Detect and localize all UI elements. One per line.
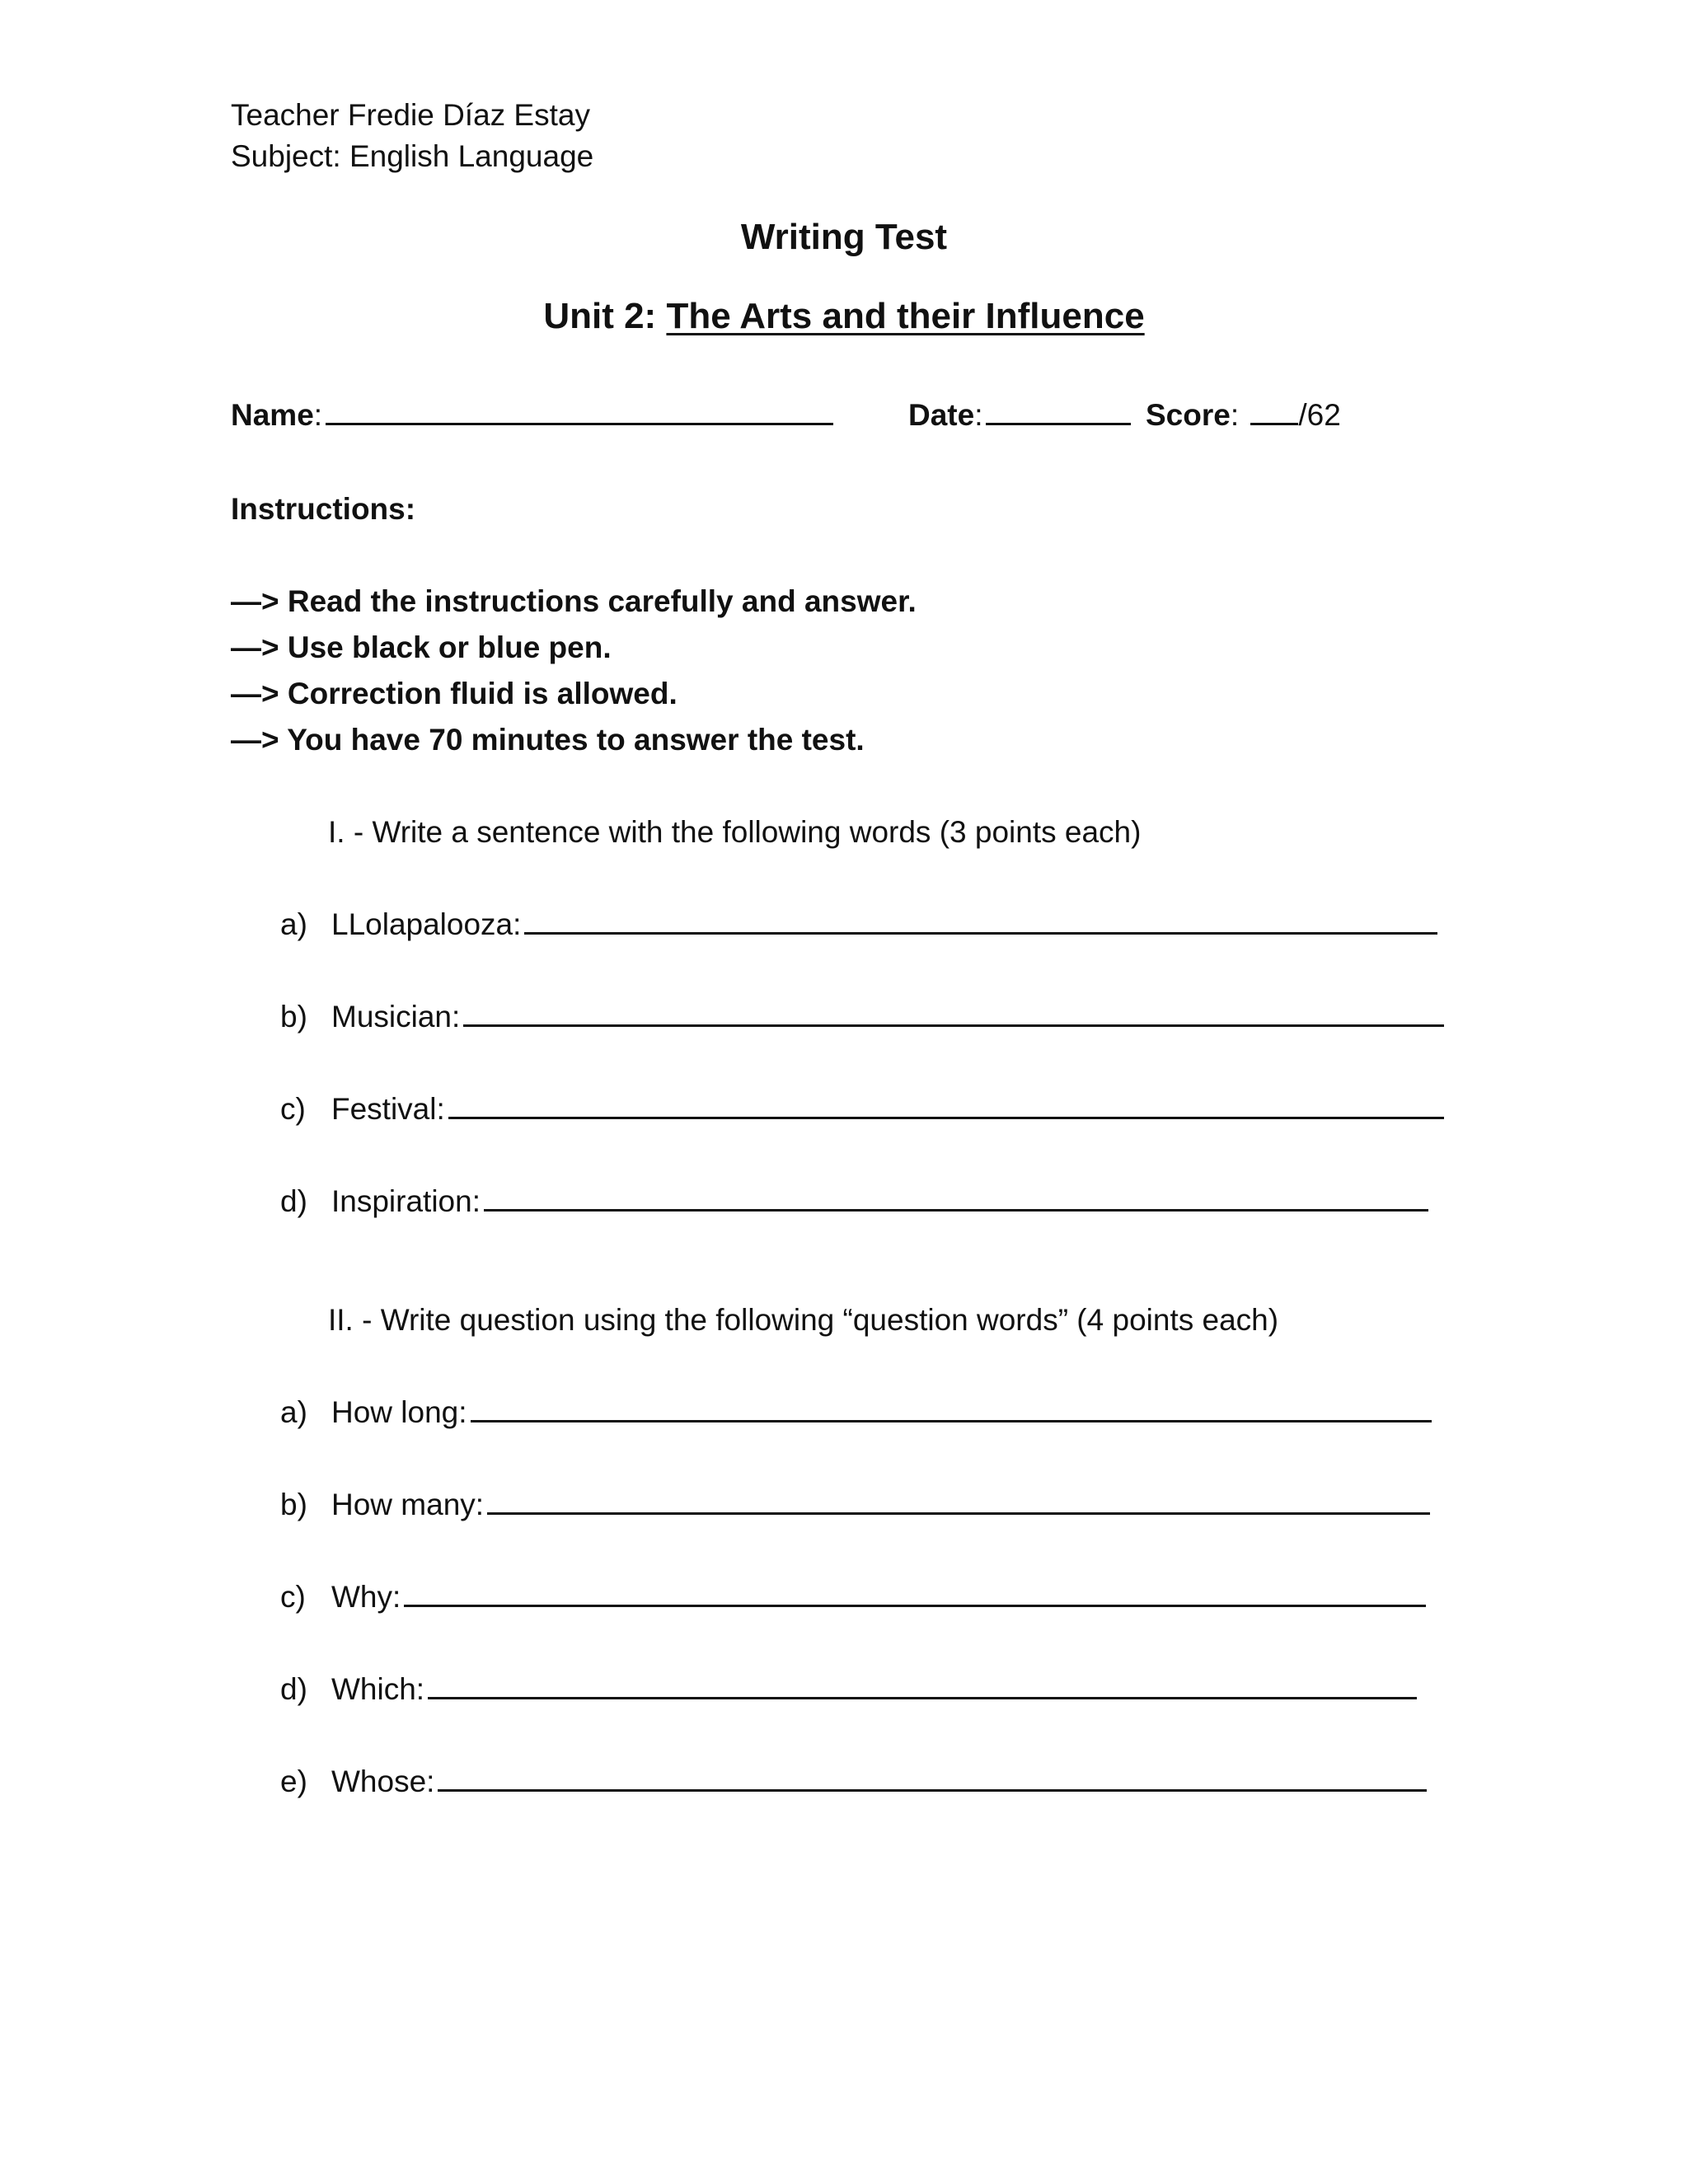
section1-item: [280, 999, 1444, 1035]
date-label: Date: [908, 398, 975, 432]
item-letter: b): [280, 1488, 307, 1521]
item-letter: c): [280, 1580, 306, 1614]
item-label: Inspiration:: [331, 1184, 481, 1218]
item-letter: d): [280, 1672, 307, 1706]
score-blank[interactable]: [1250, 422, 1298, 425]
section1-heading: I. - Write a sentence with the following words (3 points each): [328, 815, 1142, 849]
teacher-name: Teacher Fredie Díaz Estay: [231, 98, 590, 132]
date-blank[interactable]: [986, 422, 1131, 425]
item-letter: a): [280, 1395, 307, 1429]
item-label: How many:: [331, 1488, 485, 1521]
answer-line[interactable]: [438, 1788, 1427, 1792]
section2-item: [280, 1394, 1432, 1431]
section2-heading: II. - Write question using the following “question words” (4 points each): [328, 1303, 1279, 1337]
answer-line[interactable]: [484, 1208, 1428, 1212]
section2-item: [280, 1579, 1426, 1615]
name-blank[interactable]: [326, 422, 833, 425]
date-field[interactable]: Date:: [908, 397, 1131, 434]
item-letter: d): [280, 1184, 307, 1218]
score-label: Score: [1146, 398, 1231, 432]
name-field[interactable]: Name:: [231, 397, 833, 434]
item-label: Why:: [331, 1580, 401, 1614]
instruction-item: —> Read the instructions carefully and answer.: [231, 584, 917, 618]
item-label: How long:: [331, 1395, 467, 1429]
section2-item: [280, 1671, 1417, 1708]
item-label: Which:: [331, 1672, 425, 1706]
section1-item: [280, 1183, 1428, 1220]
item-letter: a): [280, 907, 307, 941]
item-letter: e): [280, 1765, 307, 1798]
score-field[interactable]: Score: /62: [1146, 398, 1341, 432]
section1-item: [280, 907, 1437, 943]
answer-line[interactable]: [428, 1696, 1417, 1699]
instruction-item: —> Use black or blue pen.: [231, 630, 612, 664]
page-title: Writing Test: [740, 217, 948, 257]
unit-prefix: Unit 2:: [543, 296, 667, 336]
unit-name: The Arts and their Influence: [666, 296, 1145, 336]
instruction-item: —> You have 70 minutes to answer the test.: [231, 723, 865, 757]
section2-item: [280, 1487, 1430, 1523]
instruction-item: —> Correction fluid is allowed.: [231, 677, 678, 710]
item-label: Festival:: [331, 1092, 445, 1126]
answer-line[interactable]: [524, 931, 1437, 935]
instructions-heading: Instructions:: [231, 492, 416, 526]
answer-line[interactable]: [487, 1511, 1430, 1515]
answer-line[interactable]: [448, 1116, 1444, 1119]
name-label: Name: [231, 398, 314, 432]
item-label: Whose:: [331, 1765, 435, 1798]
subject-line: Subject: English Language: [231, 139, 594, 173]
answer-line[interactable]: [471, 1419, 1432, 1422]
section2-item: [280, 1764, 1427, 1800]
answer-line[interactable]: [404, 1604, 1426, 1607]
section1-item: [280, 1091, 1444, 1127]
item-label: Musician:: [331, 1000, 461, 1033]
unit-title: [0, 295, 1688, 339]
item-label: LLolapalooza:: [331, 907, 522, 941]
item-letter: b): [280, 1000, 307, 1033]
item-letter: c): [280, 1092, 306, 1126]
score-total: /62: [1298, 398, 1341, 432]
answer-line[interactable]: [463, 1024, 1444, 1027]
